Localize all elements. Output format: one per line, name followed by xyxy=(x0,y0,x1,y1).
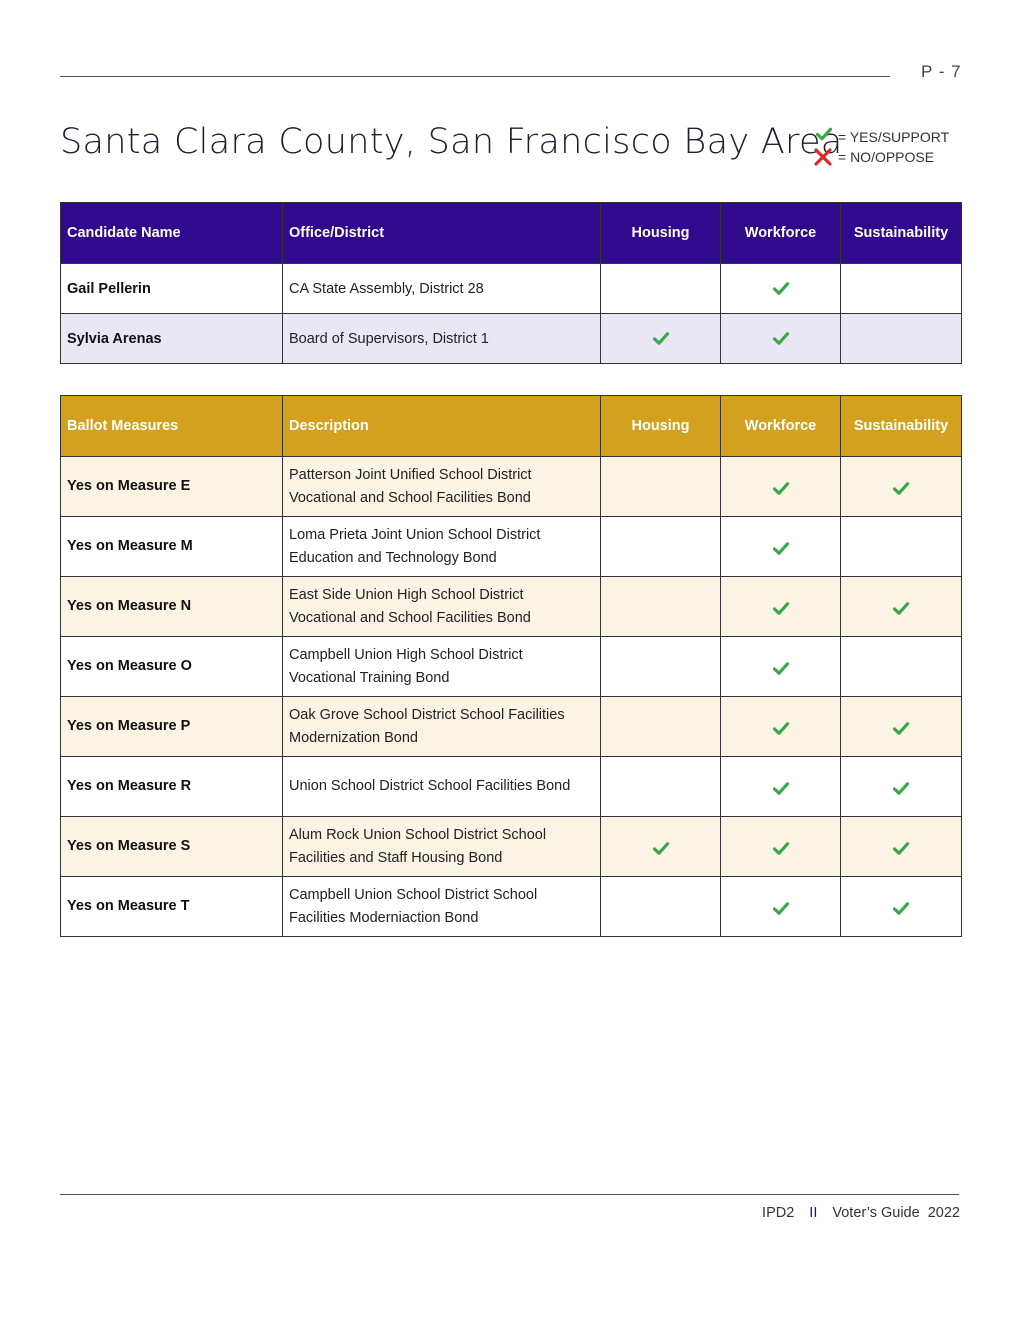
housing-cell xyxy=(601,877,721,937)
check-icon xyxy=(893,720,909,733)
sustainability-cell xyxy=(841,264,962,314)
housing-cell xyxy=(601,517,721,577)
check-icon xyxy=(773,840,789,853)
sustainability-cell xyxy=(841,457,962,517)
check-icon xyxy=(812,127,834,147)
description-line: Facilities and Staff Housing Bond xyxy=(289,849,503,866)
workforce-cell xyxy=(721,637,841,697)
measures-header-row xyxy=(61,396,962,457)
x-icon xyxy=(812,147,834,167)
check-icon xyxy=(893,600,909,613)
column-header: Candidate Name xyxy=(61,203,283,264)
footer-org: IPD2 xyxy=(762,1205,795,1221)
sustainability-cell xyxy=(841,697,962,757)
workforce-cell xyxy=(721,697,841,757)
description-line: Modernization Bond xyxy=(289,729,418,746)
check-icon xyxy=(773,480,789,493)
sustainability-cell xyxy=(841,877,962,937)
footer-guide: Voter’s Guide 2022 xyxy=(832,1205,960,1221)
workforce-cell xyxy=(721,517,841,577)
workforce-cell xyxy=(721,757,841,817)
description-line: Alum Rock Union School District School xyxy=(289,826,547,843)
description-line: Vocational Training Bond xyxy=(289,669,450,686)
column-header: Office/District xyxy=(283,203,601,264)
workforce-cell xyxy=(721,314,841,364)
description-line: Patterson Joint Unified School District xyxy=(289,466,532,483)
check-icon xyxy=(893,840,909,853)
workforce-cell xyxy=(721,264,841,314)
table-row xyxy=(61,877,962,937)
measure-name: Yes on Measure T xyxy=(61,877,283,937)
sustainability-cell xyxy=(841,314,962,364)
measure-description xyxy=(283,757,601,817)
check-icon xyxy=(773,540,789,553)
description-line: Oak Grove School District School Facilities xyxy=(289,706,565,723)
measure-name: Yes on Measure P xyxy=(61,697,283,757)
table-row xyxy=(61,817,962,877)
description-line: Vocational and School Facilities Bond xyxy=(289,609,531,626)
measure-description xyxy=(283,637,601,697)
candidate-name: Sylvia Arenas xyxy=(61,314,283,364)
description-line: Loma Prieta Joint Union School District xyxy=(289,526,541,543)
workforce-cell xyxy=(721,577,841,637)
footer-rule xyxy=(60,1194,959,1195)
check-icon xyxy=(893,480,909,493)
candidate-name: Gail Pellerin xyxy=(61,264,283,314)
measure-name: Yes on Measure O xyxy=(61,637,283,697)
page-title: Santa Clara County, San Francisco Bay Area xyxy=(60,122,843,162)
description-line: Campbell Union High School District xyxy=(289,646,523,663)
check-icon xyxy=(773,660,789,673)
measure-description xyxy=(283,577,601,637)
measure-name: Yes on Measure M xyxy=(61,517,283,577)
housing-cell xyxy=(601,577,721,637)
legend-yes-label: = YES/SUPPORT xyxy=(838,129,950,145)
footer xyxy=(762,1205,960,1221)
check-icon xyxy=(773,332,789,345)
header-rule xyxy=(60,76,890,77)
measure-description xyxy=(283,457,601,517)
legend-yes xyxy=(812,127,949,147)
sustainability-cell xyxy=(841,817,962,877)
description-line: Vocational and School Facilities Bond xyxy=(289,489,531,506)
column-header: Housing xyxy=(601,203,721,264)
workforce-cell xyxy=(721,457,841,517)
check-icon xyxy=(773,600,789,613)
description-line: East Side Union High School District xyxy=(289,586,524,603)
table-row xyxy=(61,697,962,757)
candidate-office: CA State Assembly, District 28 xyxy=(283,264,601,314)
description-line: Campbell Union School District School xyxy=(289,886,538,903)
measure-description xyxy=(283,517,601,577)
sustainability-cell xyxy=(841,757,962,817)
measure-name: Yes on Measure S xyxy=(61,817,283,877)
check-icon xyxy=(773,900,789,913)
check-icon xyxy=(893,780,909,793)
legend-no-label: = NO/OPPOSE xyxy=(838,149,935,165)
sustainability-cell xyxy=(841,517,962,577)
check-icon xyxy=(773,780,789,793)
column-header: Ballot Measures xyxy=(61,396,283,457)
legend-no xyxy=(812,147,949,167)
description-line: Education and Technology Bond xyxy=(289,549,497,566)
sustainability-cell xyxy=(841,577,962,637)
column-header: Sustainability xyxy=(841,396,962,457)
measure-description xyxy=(283,877,601,937)
check-icon xyxy=(773,282,789,295)
housing-cell xyxy=(601,457,721,517)
measure-name: Yes on Measure R xyxy=(61,757,283,817)
table-row xyxy=(61,517,962,577)
column-header: Workforce xyxy=(721,203,841,264)
measures-table xyxy=(60,395,962,937)
candidates-table xyxy=(60,202,962,364)
check-icon xyxy=(653,332,669,345)
table-row xyxy=(61,757,962,817)
table-row xyxy=(61,264,962,314)
table-row xyxy=(61,637,962,697)
housing-cell xyxy=(601,314,721,364)
check-icon xyxy=(893,900,909,913)
table-row xyxy=(61,314,962,364)
sustainability-cell xyxy=(841,637,962,697)
check-icon xyxy=(773,720,789,733)
housing-cell xyxy=(601,817,721,877)
table-row xyxy=(61,577,962,637)
column-header: Workforce xyxy=(721,396,841,457)
workforce-cell xyxy=(721,817,841,877)
workforce-cell xyxy=(721,877,841,937)
housing-cell xyxy=(601,697,721,757)
measure-name: Yes on Measure N xyxy=(61,577,283,637)
legend xyxy=(812,127,949,167)
measure-description xyxy=(283,817,601,877)
table-row xyxy=(61,457,962,517)
description-line: Facilities Moderniaction Bond xyxy=(289,909,479,926)
column-header: Housing xyxy=(601,396,721,457)
housing-cell xyxy=(601,637,721,697)
measure-description xyxy=(283,697,601,757)
candidates-header-row xyxy=(61,203,962,264)
column-header: Description xyxy=(283,396,601,457)
candidate-office: Board of Supervisors, District 1 xyxy=(283,314,601,364)
column-header: Sustainability xyxy=(841,203,962,264)
measure-name: Yes on Measure E xyxy=(61,457,283,517)
footer-separator: II xyxy=(809,1205,818,1221)
check-icon xyxy=(653,840,669,853)
page-number: P - 7 xyxy=(921,62,962,81)
housing-cell xyxy=(601,757,721,817)
housing-cell xyxy=(601,264,721,314)
description-line: Union School District School Facilities Bond xyxy=(289,778,571,794)
